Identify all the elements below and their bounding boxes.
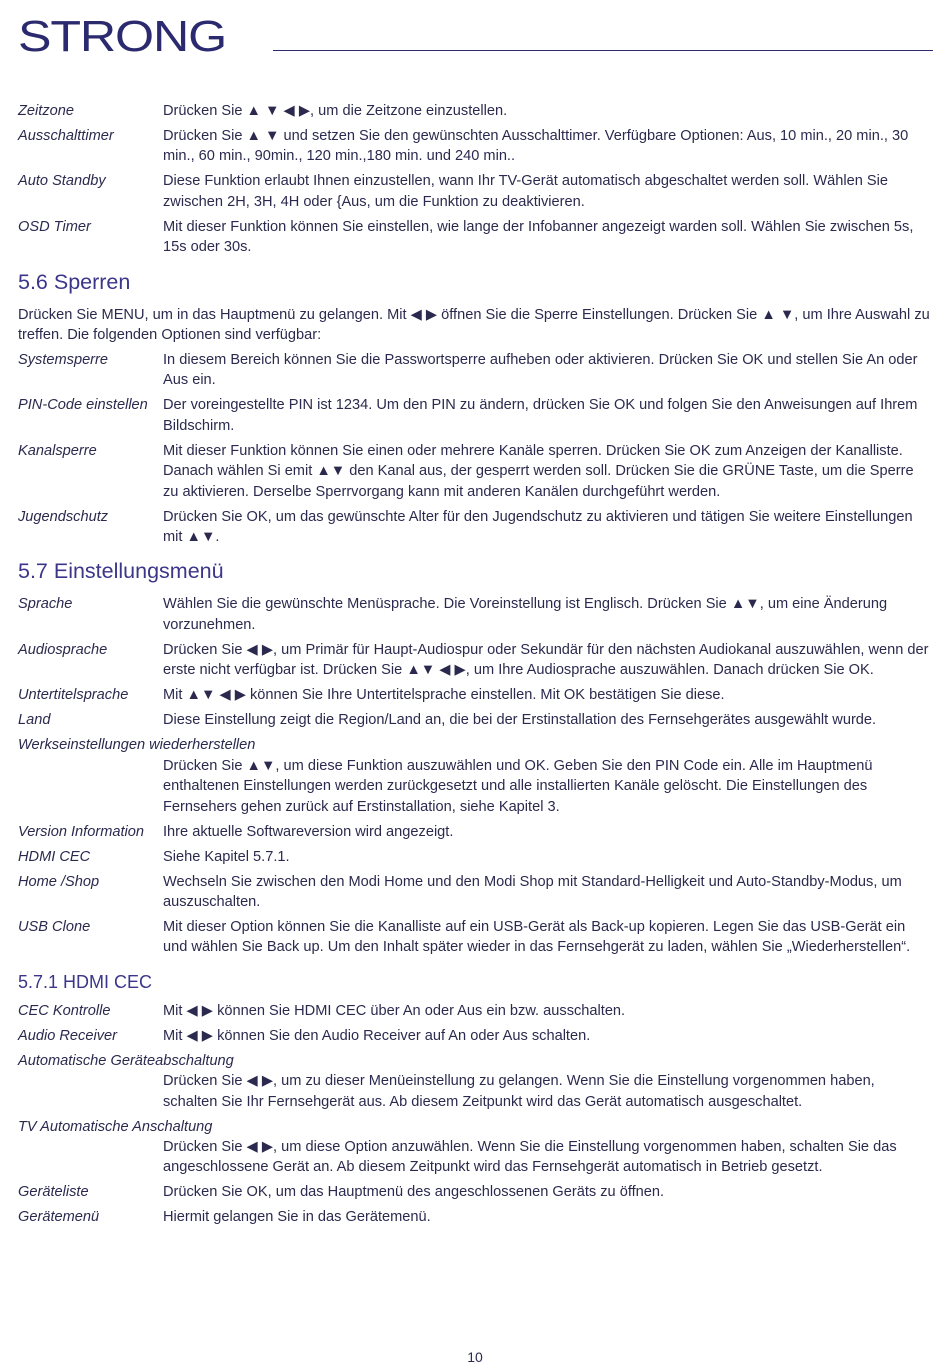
desc-audiosprache: Drücken Sie ◀ ▶, um Primär für Haupt-Audiospur oder Sekundär für den nächsten Audiokanal auszuwählen, wenn der erste nicht verfügbar ist. Drücken Sie ▲▼ ◀ ▶, um Ihre Audiosprache auszuwählen. Danach drücken Sie OK.	[163, 641, 929, 679]
term-auto-standby: Auto Standby	[18, 173, 106, 190]
term-geraeteliste: Geräteliste	[18, 1184, 89, 1201]
definition-row	[18, 710, 933, 730]
desc-sprache: Wählen Sie die gewünschte Menüsprache. Die Voreinstellung ist Englisch. Drücken Sie ▲▼, um eine Änderung vorzunehmen.	[163, 596, 888, 633]
term-jugendschutz: Jugendschutz	[18, 508, 109, 525]
desc-home-shop: Wechseln Sie zwischen den Modi Home und den Modi Shop mit Standard-Helligkeit und Auto-Standby-Modus, um auszuschalten.	[163, 873, 902, 910]
section-heading-sperren: 5.6 Sperren	[18, 269, 131, 294]
desc-audio-receiver: Mit ◀ ▶ können Sie den Audio Receiver auf An oder Aus schalten.	[163, 1027, 591, 1044]
term-geraetemenue: Gerätemenü	[18, 1209, 100, 1226]
definition-row	[18, 126, 933, 167]
header-rule	[273, 50, 933, 51]
desc-systemsperre: In diesem Bereich können Sie die Passwortsperre aufheben oder aktivieren. Drücken Sie OK und stellen Sie An oder Aus ein.	[163, 352, 918, 389]
term-automatische-geraeteabschaltung: Automatische Geräteabschaltung	[18, 1052, 234, 1069]
definition-row	[18, 171, 933, 212]
definition-row	[18, 594, 933, 635]
definition-row	[18, 847, 933, 867]
desc-tv-automatische-anschaltung: Drücken Sie ◀ ▶, um diese Option anzuwählen. Wenn Sie die Einstellung vorgenommen haben, schalten Sie das angeschlossene Gerät an. Ab diesem Zeitpunkt wird das Fernsehgerät automatisch in Betrieb gesetzt.	[163, 1138, 897, 1176]
term-zeitzone: Zeitzone	[18, 103, 74, 119]
logo-text: STRONG	[18, 14, 227, 56]
desc-untertitelsprache: Mit ▲▼ ◀ ▶ können Sie Ihre Untertitelsprache einstellen. Mit OK bestätigen Sie diese.	[163, 687, 725, 704]
term-audiosprache: Audiosprache	[18, 641, 108, 658]
term-version-information: Version Information	[18, 823, 144, 840]
term-cec-kontrolle: CEC Kontrolle	[18, 1002, 111, 1019]
term-land: Land	[18, 712, 51, 729]
term-usb-clone: USB Clone	[18, 918, 91, 935]
term-werkseinstellungen: Werkseinstellungen wiederherstellen	[18, 737, 256, 754]
desc-usb-clone: Mit dieser Option können Sie die Kanalliste auf ein USB-Gerät als Back-up kopieren. Legen Sie das USB-Gerät ein und wählen Sie Back up. Um den Inhalt später wieder in das Fernsehgerät zu laden, wählen Sie „Wiederherstellen“.	[163, 918, 911, 956]
term-audio-receiver: Audio Receiver	[18, 1027, 117, 1044]
desc-geraetemenue: Hiermit gelangen Sie in das Gerätemenü.	[163, 1209, 431, 1226]
definition-row	[18, 640, 933, 681]
desc-zeitzone: Drücken Sie ▲ ▼ ◀ ▶, um die Zeitzone einzustellen.	[163, 103, 508, 119]
term-systemsperre: Systemsperre	[18, 352, 109, 369]
definition-row	[18, 395, 933, 436]
definition-row	[18, 872, 933, 913]
desc-version-information: Ihre aktuelle Softwareversion wird angezeigt.	[163, 823, 454, 840]
term-ausschalttimer: Ausschalttimer	[18, 128, 114, 144]
definition-row	[18, 350, 933, 391]
sperren-intro: Drücken Sie MENU, um in das Hauptmenü zu gelangen. Mit ◀ ▶ öffnen Sie die Sperre Einstellungen. Drücken Sie ▲ ▼, um Ihre Auswahl zu treffen. Die folgenden Optionen sind verfügbar:	[18, 306, 930, 344]
definition-row	[18, 917, 933, 958]
definition-row	[18, 685, 933, 705]
page-header	[18, 14, 933, 54]
definition-row	[18, 441, 933, 502]
desc-auto-standby: Diese Funktion erlaubt Ihnen einzustellen, wann Ihr TV-Gerät automatisch abgeschaltet werden soll. Wählen Sie zwischen 2H, 3H, 4H oder {Aus, um die Funktion zu deaktivieren.	[163, 173, 888, 210]
definition-row	[18, 1026, 933, 1046]
desc-cec-kontrolle: Mit ◀ ▶ können Sie HDMI CEC über An oder Aus ein bzw. ausschalten.	[163, 1002, 626, 1019]
term-hdmi-cec: HDMI CEC	[18, 848, 91, 865]
desc-automatische-geraeteabschaltung: Drücken Sie ◀ ▶, um zu dieser Menüeinstellung zu gelangen. Wenn Sie die Einstellung vorgenommen haben, schalten Sie Ihr Fernsehgerät aus. Ab diesem Zeitpunkt wird das Gerät automatisch ausgeschaltet.	[163, 1073, 875, 1110]
definition-row	[18, 1207, 933, 1227]
strong-logo	[18, 14, 228, 56]
definition-row	[18, 1001, 933, 1021]
desc-osd-timer: Mit dieser Funktion können Sie einstellen, wie lange der Infobanner angezeigt warden soll. Wählen Sie zwischen 5s, 15s oder 30s.	[163, 218, 914, 256]
section-heading-einstellungsmenue: 5.7 Einstellungsmenü	[18, 559, 224, 584]
document-body	[18, 101, 933, 1232]
term-osd-timer: OSD Timer	[18, 218, 91, 235]
desc-kanalsperre: Mit dieser Funktion können Sie einen oder mehrere Kanäle sperren. Drücken Sie OK zum Anzeigen der Kanalliste. Danach wählen Si emit ▲▼ den Kanal aus, der gesperrt werden soll. Drücken Sie die GRÜNE Taste, um die Sperre zu aktivieren. Derselbe Sperrvorgang kann mit anderen Kanälen durchgeführt werden.	[163, 442, 914, 500]
definition-row	[18, 507, 933, 548]
desc-hdmi-cec: Siehe Kapitel 5.7.1.	[163, 848, 290, 865]
desc-geraeteliste: Drücken Sie OK, um das Hauptmenü des angeschlossenen Geräts zu öffnen.	[163, 1184, 665, 1201]
definition-row	[18, 101, 933, 121]
desc-land: Diese Einstellung zeigt die Region/Land an, die bei der Erstinstallation des Fernsehgerätes ausgewählt wurde.	[163, 712, 877, 729]
term-pin-code: PIN-Code einstellen	[18, 397, 148, 414]
definition-row	[18, 217, 933, 258]
term-tv-automatische-anschaltung: TV Automatische Anschaltung	[18, 1118, 213, 1135]
term-kanalsperre: Kanalsperre	[18, 442, 97, 459]
term-untertitelsprache: Untertitelsprache	[18, 687, 129, 704]
desc-pin-code: Der voreingestellte PIN ist 1234. Um den PIN zu ändern, drücken Sie OK und folgen Sie den Anweisungen auf Ihrem Bildschirm.	[163, 397, 918, 434]
desc-werkseinstellungen: Drücken Sie ▲▼, um diese Funktion auszuwählen und OK. Geben Sie den PIN Code ein. Alle im Hauptmenü enthaltenen Einstellungen werden zurückgesetzt und alle installierten Kanäle gelöscht. Die Einstellungen des Fernsehers gehen zurück auf Erstinstallation, siehe Kapitel 3.	[163, 757, 873, 815]
section-heading-hdmi-cec: 5.7.1 HDMI CEC	[18, 971, 153, 992]
term-sprache: Sprache	[18, 596, 73, 613]
page-number: 10	[467, 1349, 483, 1365]
desc-ausschalttimer: Drücken Sie ▲ ▼ und setzen Sie den gewünschten Ausschalttimer. Verfügbare Optionen: Aus, 10 min., 20 min., 30 min., 60 min., 90min., 120 min.,180 min. und 240 min..	[163, 128, 909, 165]
desc-jugendschutz: Drücken Sie OK, um das gewünschte Alter für den Jugendschutz zu aktivieren und tätigen Sie weitere Einstellungen mit ▲▼.	[163, 508, 913, 546]
term-home-shop: Home /Shop	[18, 873, 100, 890]
definition-row	[18, 822, 933, 842]
definition-row	[18, 1182, 933, 1202]
